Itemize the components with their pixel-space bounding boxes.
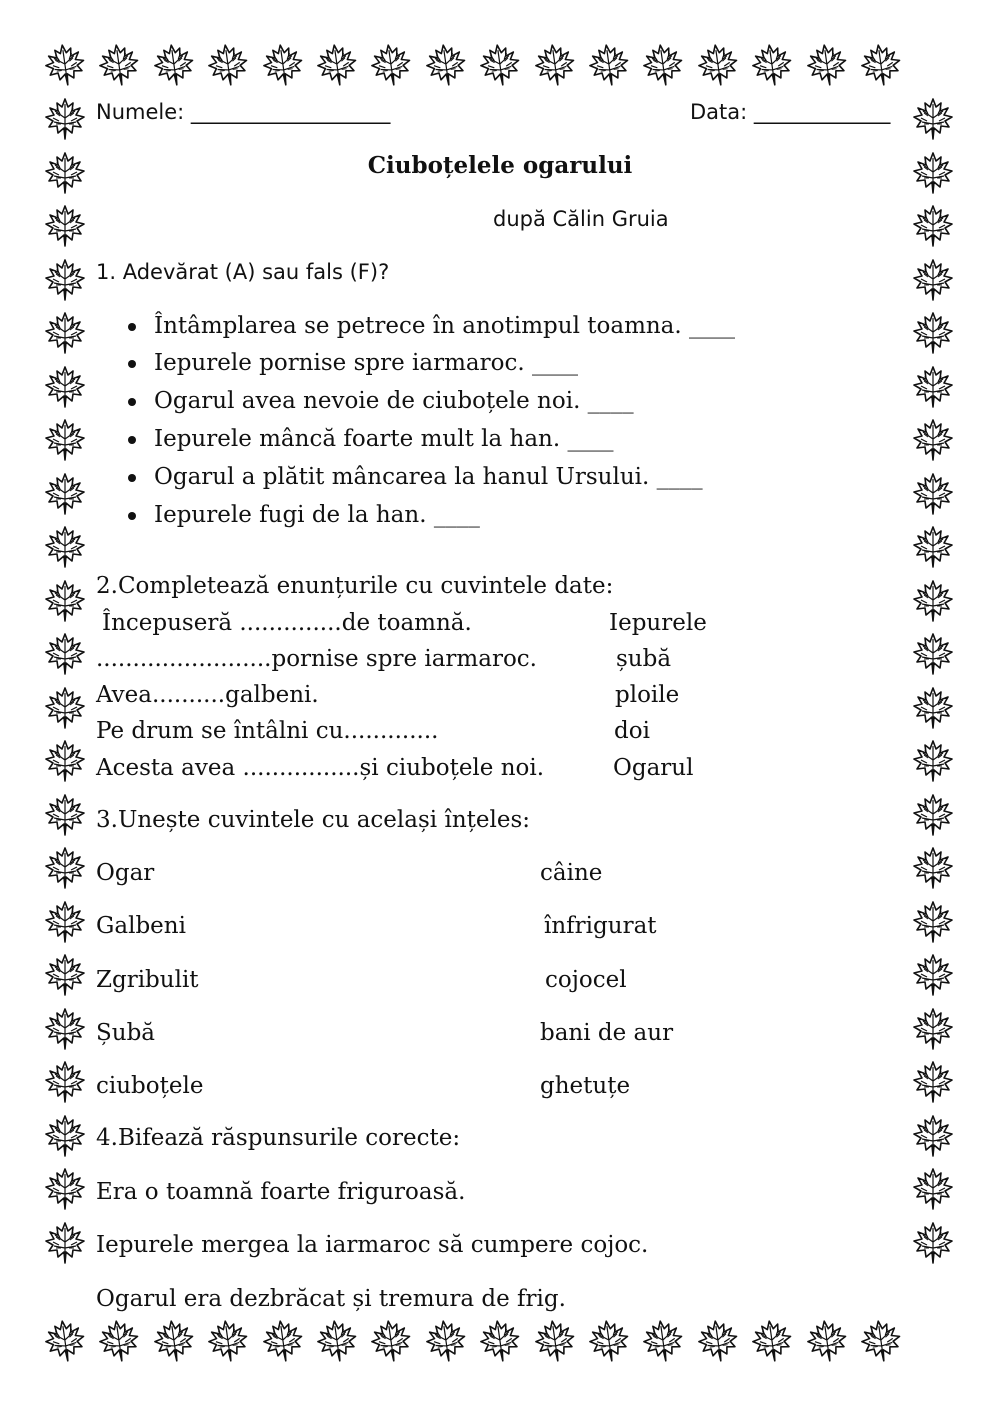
maple-leaf-icon [910, 1059, 956, 1105]
maple-leaf-icon [42, 845, 88, 891]
maple-leaf-icon [910, 310, 956, 356]
maple-leaf-icon [420, 39, 472, 91]
maple-leaf-icon [692, 39, 744, 91]
maple-leaf-icon [910, 471, 956, 517]
maple-leaf-icon [637, 1315, 689, 1367]
maple-leaf-icon [202, 1315, 254, 1367]
bullet-icon [128, 474, 136, 482]
word-bank-item: doi [614, 718, 650, 744]
maple-leaf-icon [42, 1059, 88, 1105]
bullet-icon [128, 323, 136, 331]
match-right-word: înfrigurat [544, 913, 657, 939]
maple-leaf-icon [42, 417, 88, 463]
author-line: după Călin Gruia [493, 207, 669, 231]
checkbox-option: Iepurele mergea la iarmaroc să cumpere cojoc. [96, 1232, 649, 1258]
word-bank-item: Ogarul [613, 755, 694, 781]
maple-leaf-icon [637, 39, 689, 91]
maple-leaf-icon [910, 417, 956, 463]
page-title: Ciuboțelele ogarului [367, 152, 633, 179]
maple-leaf-icon [42, 310, 88, 356]
bullet-icon [128, 398, 136, 406]
section2-heading: 2.Completează enunțurile cu cuvintele date: [96, 573, 614, 599]
maple-leaf-icon [910, 631, 956, 677]
maple-leaf-icon [42, 1006, 88, 1052]
match-left-word: Șubă [96, 1020, 156, 1046]
maple-leaf-icon [855, 39, 907, 91]
maple-leaf-icon [42, 738, 88, 784]
maple-leaf-icon [910, 364, 956, 410]
true-false-statement: Întâmplarea se petrece în anotimpul toamna. ____ [154, 313, 736, 339]
maple-leaf-icon [910, 257, 956, 303]
checkbox-option: Era o toamnă foarte friguroasă. [96, 1179, 466, 1205]
maple-leaf-icon [692, 1315, 744, 1367]
true-false-statement: Iepurele mâncă foarte mult la han. ____ [154, 426, 614, 452]
maple-leaf-icon [855, 1315, 907, 1367]
fill-in-sentence: Pe drum se întâlni cu............. [96, 718, 439, 744]
fill-in-sentence: Acesta avea ................și ciuboțele noi. [96, 755, 545, 781]
bullet-icon [128, 512, 136, 520]
maple-leaf-icon [42, 952, 88, 998]
maple-leaf-icon [910, 738, 956, 784]
maple-leaf-icon [257, 1315, 309, 1367]
maple-leaf-icon [529, 1315, 581, 1367]
maple-leaf-icon [202, 39, 254, 91]
maple-leaf-icon [42, 257, 88, 303]
word-bank-item: ploile [615, 682, 680, 708]
maple-leaf-icon [420, 1315, 472, 1367]
fill-in-sentence: ........................pornise spre iarmaroc. [96, 646, 537, 672]
maple-leaf-icon [42, 364, 88, 410]
checkbox-option: Ogarul era dezbrăcat și tremura de frig. [96, 1286, 566, 1312]
maple-leaf-icon [42, 685, 88, 731]
maple-leaf-icon [42, 96, 88, 142]
maple-leaf-icon [474, 1315, 526, 1367]
maple-leaf-icon [42, 899, 88, 945]
maple-leaf-icon [801, 1315, 853, 1367]
match-left-word: Ogar [96, 860, 155, 886]
maple-leaf-icon [910, 96, 956, 142]
fill-in-sentence: Începuseră ..............de toamnă. [102, 610, 472, 636]
maple-leaf-icon [148, 1315, 200, 1367]
maple-leaf-icon [257, 39, 309, 91]
maple-leaf-icon [365, 1315, 417, 1367]
maple-leaf-icon [910, 792, 956, 838]
maple-leaf-icon [148, 39, 200, 91]
maple-leaf-icon [42, 631, 88, 677]
maple-leaf-icon [910, 203, 956, 249]
maple-leaf-icon [583, 1315, 635, 1367]
true-false-statement: Iepurele pornise spre iarmaroc. ____ [154, 350, 578, 376]
maple-leaf-icon [910, 952, 956, 998]
match-left-word: ciuboțele [96, 1073, 204, 1099]
maple-leaf-icon [746, 1315, 798, 1367]
maple-leaf-icon [311, 39, 363, 91]
maple-leaf-icon [42, 1113, 88, 1159]
maple-leaf-icon [910, 685, 956, 731]
maple-leaf-icon [746, 39, 798, 91]
maple-leaf-icon [529, 39, 581, 91]
word-bank-item: Iepurele [609, 610, 707, 636]
fill-in-sentence: Avea..........galbeni. [96, 682, 319, 708]
maple-leaf-icon [42, 792, 88, 838]
match-right-word: bani de aur [540, 1020, 674, 1046]
maple-leaf-icon [39, 39, 91, 91]
maple-leaf-icon [365, 39, 417, 91]
maple-leaf-icon [910, 845, 956, 891]
maple-leaf-icon [42, 1220, 88, 1266]
bullet-icon [128, 360, 136, 368]
maple-leaf-icon [42, 1166, 88, 1212]
maple-leaf-icon [801, 39, 853, 91]
match-right-word: ghetuțe [540, 1073, 631, 1099]
maple-leaf-icon [583, 39, 635, 91]
maple-leaf-icon [910, 1006, 956, 1052]
maple-leaf-icon [910, 899, 956, 945]
true-false-statement: Ogarul a plătit mâncarea la hanul Ursului. ____ [154, 464, 703, 490]
section4-heading: 4.Bifează răspunsurile corecte: [96, 1125, 461, 1151]
name-field-label: Numele: ___________________ [96, 100, 391, 124]
maple-leaf-icon [910, 1166, 956, 1212]
bullet-icon [128, 436, 136, 444]
date-field-label: Data: _____________ [690, 100, 891, 124]
word-bank-item: șubă [616, 646, 672, 672]
match-left-word: Galbeni [96, 913, 186, 939]
true-false-statement: Ogarul avea nevoie de ciuboțele noi. ____ [154, 388, 634, 414]
section3-heading: 3.Unește cuvintele cu același înțeles: [96, 807, 531, 833]
section1-heading: 1. Adevărat (A) sau fals (F)? [96, 260, 390, 284]
true-false-statement: Iepurele fugi de la han. ____ [154, 502, 480, 528]
maple-leaf-icon [910, 578, 956, 624]
maple-leaf-icon [910, 1220, 956, 1266]
maple-leaf-icon [93, 39, 145, 91]
maple-leaf-icon [39, 1315, 91, 1367]
maple-leaf-icon [93, 1315, 145, 1367]
maple-leaf-icon [910, 1113, 956, 1159]
maple-leaf-icon [474, 39, 526, 91]
maple-leaf-icon [910, 524, 956, 570]
maple-leaf-icon [42, 578, 88, 624]
match-right-word: câine [540, 860, 603, 886]
maple-leaf-icon [42, 203, 88, 249]
maple-leaf-icon [42, 524, 88, 570]
match-right-word: cojocel [545, 967, 627, 993]
maple-leaf-icon [311, 1315, 363, 1367]
maple-leaf-icon [42, 471, 88, 517]
match-left-word: Zgribulit [96, 967, 199, 993]
